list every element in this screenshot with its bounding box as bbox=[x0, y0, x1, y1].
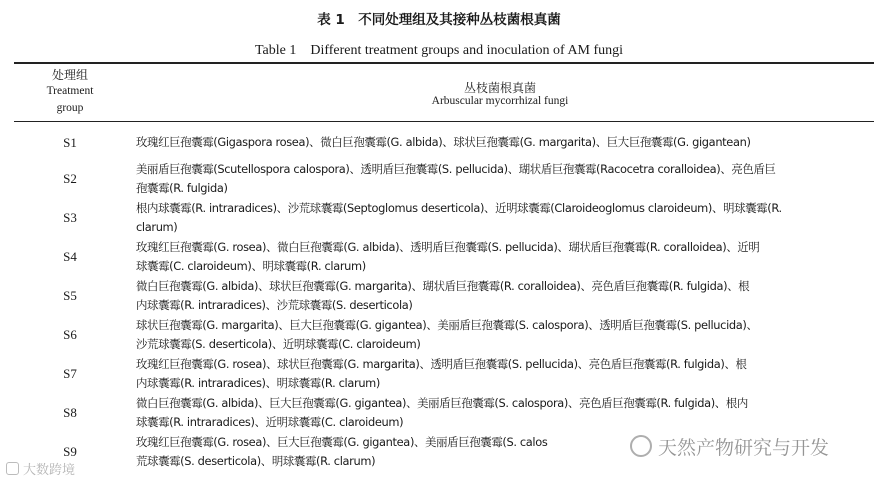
header-group-en-1: Treatment bbox=[46, 85, 94, 97]
row-line-2: 球囊霉(R. intraradices)、近明球囊霉(C. claroideum) bbox=[136, 415, 404, 429]
row-line-2: 球囊霉(C. claroideum)、明球囊霉(R. clarum) bbox=[136, 259, 366, 273]
row-line-2: 内球囊霉(R. intraradices)、沙荒球囊霉(S. deserticola) bbox=[136, 298, 413, 312]
row-group-label: S4 bbox=[63, 249, 77, 264]
row-line-1: 美丽盾巨孢囊霉(Scutellospora calospora)、透明盾巨孢囊霉(S. pellucida)、瑚状盾巨孢囊霉(Racocetra coralloidea)、亮色盾巨 bbox=[136, 162, 776, 176]
watermark-right-text: 天然产物研究与开发 bbox=[658, 437, 830, 459]
row-group-label: S2 bbox=[63, 171, 77, 186]
row-line-1: 玫瑰红巨孢囊霉(G. rosea)、球状巨孢囊霉(G. margarita)、透明盾巨孢囊霉(S. pellucida)、亮色盾巨孢囊霉(R. fulgida)、根 bbox=[136, 357, 747, 371]
watermark-left-text: 大数跨境 bbox=[23, 463, 76, 478]
row-line-1: 根内球囊霉(R. intraradices)、沙荒球囊霉(Septoglomus deserticola)、近明球囊霉(Claroideoglomus claroideum)、明球囊霉(R. bbox=[136, 201, 782, 215]
row-fungi-text bbox=[136, 394, 874, 432]
row-line-2: 内球囊霉(R. intraradices)、明球囊霉(R. clarum) bbox=[136, 376, 381, 390]
watermark-logo-icon bbox=[6, 462, 19, 475]
row-fungi-text bbox=[136, 316, 874, 354]
row-group-label: S1 bbox=[63, 135, 77, 150]
row-line-2: clarum) bbox=[136, 220, 178, 234]
row-fungi-text bbox=[136, 199, 874, 237]
table-row-s8 bbox=[14, 394, 874, 432]
header-rule bbox=[14, 121, 874, 122]
table-row-s4 bbox=[14, 238, 874, 276]
row-group-label: S7 bbox=[63, 366, 77, 381]
row-fungi-text bbox=[136, 238, 874, 276]
row-line-1: 球状巨孢囊霉(G. margarita)、巨大巨孢囊霉(G. gigantea)、美丽盾巨孢囊霉(S. calospora)、透明盾巨孢囊霉(S. pellucida)、 bbox=[136, 318, 758, 332]
header-group-cn: 处理组 bbox=[51, 68, 88, 82]
row-group-label: S6 bbox=[63, 327, 77, 342]
row-group-label: S3 bbox=[63, 210, 77, 225]
wechat-logo-icon bbox=[630, 435, 652, 457]
header-fungi-cn: 丛枝菌根真菌 bbox=[463, 81, 536, 95]
table-row-s7 bbox=[14, 355, 874, 393]
table-row-s1 bbox=[14, 124, 874, 162]
header-group-en-2: group bbox=[56, 102, 84, 114]
watermark-left bbox=[6, 459, 75, 478]
row-line-2: 沙荒球囊霉(S. deserticola)、近明球囊霉(C. claroideum) bbox=[136, 337, 421, 351]
table-title-en: Table 1 Different treatment groups and inoculation of AM fungi bbox=[254, 43, 624, 58]
row-line-1: 微白巨孢囊霉(G. albida)、球状巨孢囊霉(G. margarita)、瑚状盾巨孢囊霉(R. coralloidea)、亮色盾巨孢囊霉(R. fulgida)、根 bbox=[136, 279, 750, 293]
row-line-1: 微白巨孢囊霉(G. albida)、巨大巨孢囊霉(G. gigantea)、美丽盾巨孢囊霉(S. calospora)、亮色盾巨孢囊霉(R. fulgida)、根内 bbox=[136, 396, 748, 410]
header-fungi-en: Arbuscular mycorrhizal fungi bbox=[431, 95, 569, 107]
row-line-1: 玫瑰红巨孢囊霉(G. rosea)、巨大巨孢囊霉(G. gigantea)、美丽盾巨孢囊霉(S. calos bbox=[136, 435, 548, 449]
row-line-2: 孢囊霉(R. fulgida) bbox=[136, 181, 228, 195]
table-title-cn: 表 1 不同处理组及其接种丛枝菌根真菌 bbox=[317, 12, 561, 28]
row-line-2: 荒球囊霉(S. deserticola)、明球囊霉(R. clarum) bbox=[136, 454, 376, 468]
row-group-label: S5 bbox=[63, 288, 77, 303]
row-fungi-text bbox=[136, 277, 874, 315]
table-row-s6 bbox=[14, 316, 874, 354]
table-row-s3 bbox=[14, 199, 874, 237]
top-rule bbox=[14, 62, 874, 64]
row-group-label: S9 bbox=[63, 444, 77, 459]
watermark-right bbox=[630, 433, 829, 460]
row-fungi-text bbox=[136, 355, 874, 393]
table-row-s2 bbox=[14, 160, 874, 198]
row-line-1: 玫瑰红巨孢囊霉(Gigaspora rosea)、微白巨孢囊霉(G. albida)、球状巨孢囊霉(G. margarita)、巨大巨孢囊霉(G. gigantean) bbox=[136, 135, 751, 149]
row-fungi-text bbox=[136, 160, 874, 198]
row-group-label: S8 bbox=[63, 405, 77, 420]
row-line-1: 玫瑰红巨孢囊霉(G. rosea)、微白巨孢囊霉(G. albida)、透明盾巨孢囊霉(S. pellucida)、瑚状盾巨孢囊霉(R. coralloidea)、近明 bbox=[136, 240, 760, 254]
table-row-s5 bbox=[14, 277, 874, 315]
row-fungi-text bbox=[136, 133, 874, 152]
